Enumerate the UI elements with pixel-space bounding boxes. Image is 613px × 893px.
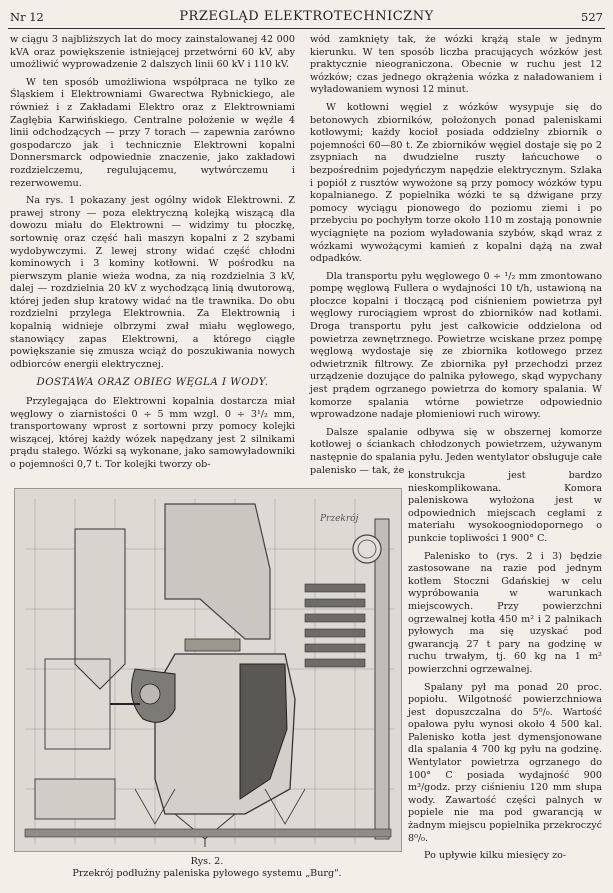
figure-number: Rys. 2. bbox=[190, 856, 224, 867]
furnace-cross-section-figure bbox=[14, 488, 402, 852]
journal-title: PRZEGLĄD ELEKTROTECHNICZNY bbox=[179, 9, 434, 24]
paragraph: Przylegająca do Elektrowni kopalnia dostarcza miał węglowy o ziarnistości 0 ÷ 5 mm wzgl. 0 ÷ 3¹/₂ mm, transportowany wprost z sortowni przy pomocy kolejki wiszącej, której każdy wózek napędzany jest 2 silnikami prądu stałego. Wózki są wykonane, jako samowyładowniki o pojemności 0,7 t. Tor kolejki tworzy ob- bbox=[10, 396, 295, 470]
paragraph: Spalany pył ma ponad 20 proc. popiołu. Wilgotność powierzchniowa jest dopuszczalna do 5⁰/₀. Wartość opałowa pyłu wynosi około 4 500 kal. Palenisko kotła jest dymensjonowane dla spalania 4 700 kg pyłu na godzinę. Wentylator powietrza ogrzanego do 100° C posiada wydajność 900 m³/godz. przy ciśnieniu 120 mm słupa wody. Zawartość części palnych w popiele nie ma pod gwarancją w żadnym miejscu popielnika przekroczyć 8⁰/₀. bbox=[408, 681, 602, 844]
figure-label: Przekrój bbox=[320, 514, 359, 524]
paragraph: W kotłowni węgiel z wózków wysypuje się do betonowych zbiorników, położonych ponad paleniskami kotłowymi; każdy kocioł posiada oddzielny zbiornik o pojemności 60—80 t. Ze zbiorników węgiel dostaje się po 2 zsypniach na dwudzielne ruszty łańcuchowe o bezpośrednim pojedyńczym napędzie elektrycznym. Szlaka i popiół z rusztów wywożone są przy pomocy wózków typu kopalnianego. Z popielnika wózki te są dźwigane przy pomocy wyciągu pionowego do poziomu ziemi i po przebyciu po pochyłym torze około 110 m zostają ponownie wyciągnięte na poziom wyładowania szybów, skąd wraz z wózkami wywożącymi kamień z kopalni dążą na zwał odpadków. bbox=[310, 101, 602, 265]
right-narrow-column bbox=[408, 470, 602, 868]
paragraph: wód zamknięty tak, że wózki krążą stale w jednym kierunku. W ten sposób liczba pracujących wózków jest praktycznie nieograniczona. Obecnie w ruchu jest 12 wózków; czas jednego okrążenia wózka z naładowaniem i wyładowaniem wynosi 12 minut. bbox=[310, 34, 602, 96]
paragraph: Po upływie kilku miesięcy zo- bbox=[424, 850, 567, 862]
paragraph: Dalsze spalanie odbywa się w obszernej komorze kotłowej o ściankach chłodzonych powietrzem, używanym następnie do spalania pyłu. Jeden wentylator obsługuje całe palenisko — tak, że bbox=[310, 426, 602, 476]
paragraph: Palenisko to (rys. 2 i 3) będzie zastosowane na razie pod jednym kotłem Stoczni Gdańskiej w celu wypróbowania w warunkach miejscowych. Przy powierzchni ogrzewalnej kotła 450 m² i 2 palnikach pyłowych ma się uzyskać pod gwarancją 27 t pary na godzinę w ruchu trwałym, tj. 60 kg na 1 m² powierzchni ogrzewalnej. bbox=[408, 550, 602, 675]
issue-number: Nr 12 bbox=[10, 10, 44, 24]
paragraph: konstrukcja jest bardzo nieskomplikowana. Komora paleniskowa wyłożona jest w odpowiednich miejscach cegłami z materiału wysokoogniodopornego o punkcie topliwości 1 900° C. bbox=[408, 470, 602, 544]
page-header bbox=[0, 6, 613, 28]
paragraph: W ten sposób umożliwiona współpraca ne tylko ze Śląskiem i Elektrowniami Gwarectwa Rybnickiego, ale również i z Zakładami Elektro oraz z Elektrowniami Zagłębia Karwińskiego. Centralne położenie w węźle 4 linii odchodzących — przy 7 torach — zapewnia zarówno gospodarczo jak i technicznie Elektrowni kopalni Donnersmarck odpowiednie znaczenie, jako zakładowi rozdzielczemu, regulującemu, wytwórczemu i rezerwowemu. bbox=[10, 76, 295, 189]
header-rule bbox=[8, 28, 605, 29]
left-column bbox=[10, 34, 295, 477]
figure-caption: Przekrój podłużny paleniska pyłowego systemu „Burg". bbox=[72, 868, 342, 879]
section-heading: DOSTAWA ORAZ OBIEG WĘGLA I WODY. bbox=[36, 377, 269, 389]
technical-drawing bbox=[15, 489, 401, 851]
right-column bbox=[310, 34, 602, 482]
paragraph: Na rys. 1 pokazany jest ogólny widok Elektrowni. Z prawej strony — poza elektryczną kolejką wiszącą dla dowozu miału do Elektrowni — widzimy tu płoczkę, sortownię oraz część hali maszyn kopalni z 2 szybami wydobywczymi. Z lewej strony widać część chłodni kominowych i 3 kominy kotłowni. W pośrodku na pierwszym planie wieża wodna, za nią rozdzielnia 3 kV, dalej — rozdzielnia 20 kV z wychodzącą linią dwutorową, której jeden słup kratowy widać na tle trawnika. Do obu rozdzielni przylega Elektrownia. Za Elektrownią i kopalnią widnieje olbrzymi zwał miału węglowego, stanowiący zapas Elektrowni, a którego ciągłe powiększanie się zmusza wciąż do poszukiwania nowych odbiorców energii elektrycznej. bbox=[10, 195, 295, 370]
page-number: 527 bbox=[581, 10, 603, 24]
paragraph: w ciągu 3 najbliższych lat do mocy zainstalowanej 42 000 kVA oraz powiększenie istniejącej przetwórni 60 kV, aby umożliwić wyprowadzenie 2 dalszych linii 60 kV i 110 kV. bbox=[10, 34, 295, 71]
paragraph: Dla transportu pyłu węglowego 0 ÷ ¹/₂ mm zmontowano pompę węglową Fullera o wydajności 10 t/h, ustawioną na płoczce kopalni i tłoczącą pod ciśnieniem powietrza pył węglowy rurociągiem wprost do zbiorników nad kotłami. Droga transportu pyłu jest całkowicie oddzielona od powietrza zewnętrznego. Powietrze wciskane przez pompę węglową wydostaje się ze zbiornika kotłowego przez odwietrznik filtrowy. Ze zbiornika pył przechodzi przez urządzenie dozujące do palnika pyłowego, skąd wypychany jest prądem ogrzanego powietrza do komory spalania. W komorze spalania wtórne powietrze odpowiednio wprowadzone nadaje płomieniowi ruch wirowy. bbox=[310, 270, 602, 421]
